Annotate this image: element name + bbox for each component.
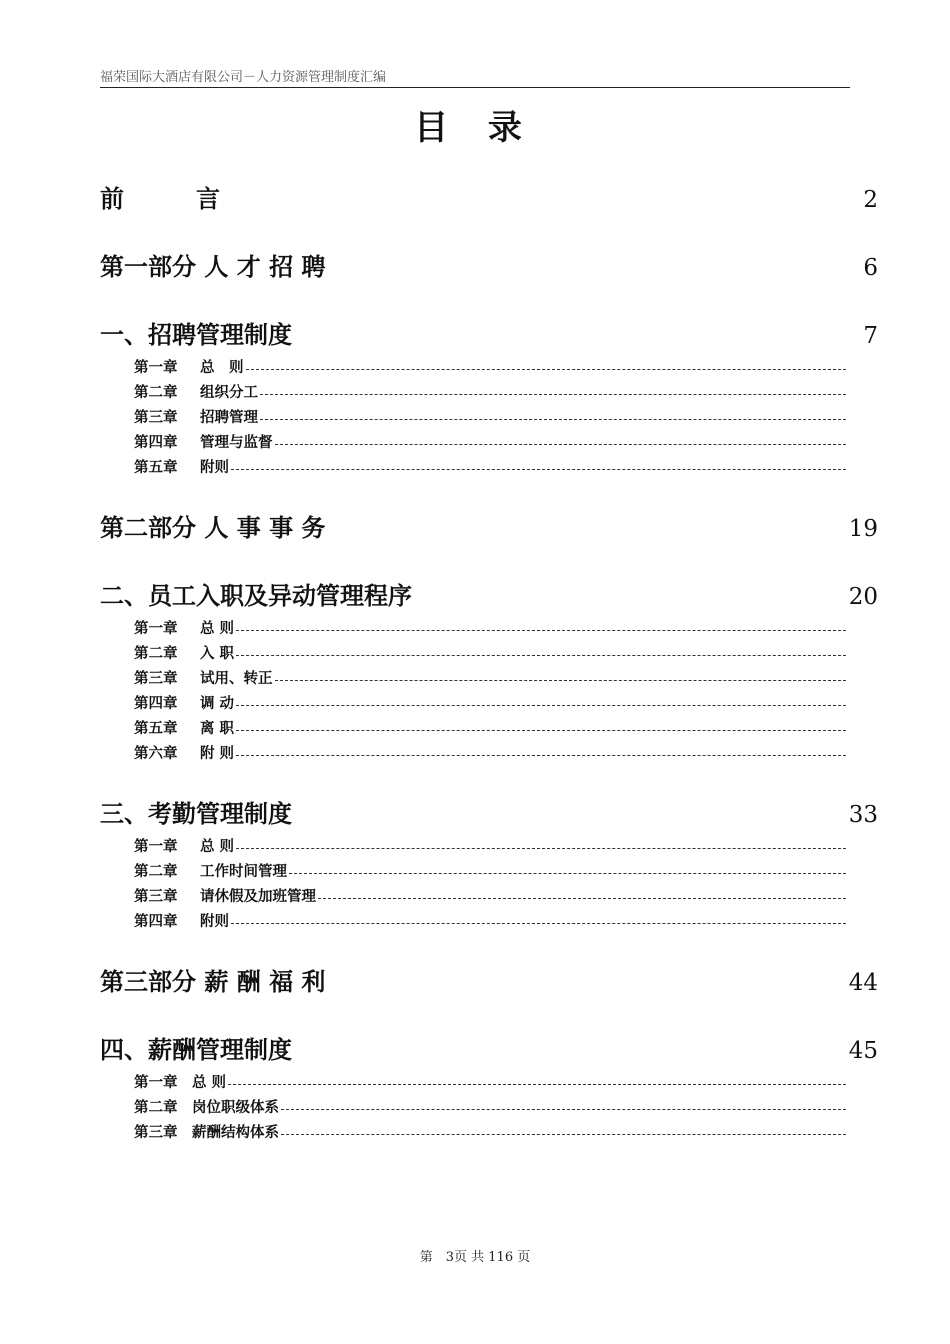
toc-section — [100, 507, 878, 549]
toc-chapter-title: 岗位职级体系 — [192, 1100, 279, 1116]
toc-chapter-number: 第二章 — [134, 385, 178, 401]
toc-section-row[interactable] — [100, 507, 878, 549]
toc-section-row[interactable] — [100, 1029, 878, 1071]
toc-section-page: 45 — [848, 1038, 878, 1064]
toc-section-title: 前 言 — [100, 185, 220, 213]
dotted-leader — [228, 1083, 846, 1085]
toc-chapter-title: 总 则 — [200, 621, 235, 637]
toc-chapter-row[interactable] — [134, 690, 846, 715]
running-header: 福荣国际大酒店有限公司－人力资源管理制度汇编 — [100, 66, 850, 88]
toc-chapter-row[interactable] — [134, 665, 846, 690]
toc-chapter-title: 附则 — [200, 914, 229, 930]
toc-section — [100, 314, 878, 479]
toc-section-row[interactable] — [100, 178, 878, 220]
dotted-leader — [275, 443, 847, 445]
toc-chapter-row[interactable] — [134, 354, 846, 379]
toc-chapter-number: 第一章 — [134, 621, 178, 637]
toc-chapter-list — [100, 1069, 878, 1144]
toc-chapter-title: 总 则 — [192, 1075, 227, 1091]
toc-chapter-number: 第四章 — [134, 914, 178, 930]
dotted-leader — [236, 847, 846, 849]
toc-section — [100, 961, 878, 1003]
toc-section-page: 6 — [863, 255, 878, 281]
toc-chapter-title: 试用、转正 — [200, 671, 273, 687]
dotted-leader — [236, 629, 846, 631]
toc-chapter-number: 第一章 — [134, 360, 178, 376]
dotted-leader — [275, 679, 847, 681]
dotted-leader — [318, 897, 846, 899]
toc-chapter-number: 第三章 — [134, 1125, 178, 1141]
toc-section-page: 2 — [863, 187, 878, 213]
toc-chapter-title: 总 则 — [200, 839, 235, 855]
toc-chapter-row[interactable] — [134, 908, 846, 933]
toc-section-title: 三、考勤管理制度 — [100, 800, 292, 828]
toc-chapter-row[interactable] — [134, 454, 846, 479]
toc-section-row[interactable] — [100, 246, 878, 288]
toc-chapter-title: 附 则 — [200, 746, 235, 762]
toc-chapter-row[interactable] — [134, 379, 846, 404]
toc-chapter-title: 离 职 — [200, 721, 235, 737]
toc-section-page: 44 — [848, 970, 878, 996]
toc-chapter-title: 招聘管理 — [200, 410, 258, 426]
toc-chapter-list — [100, 354, 878, 479]
toc-section — [100, 575, 878, 765]
toc-chapter-row[interactable] — [134, 858, 846, 883]
toc-section-title: 第二部分 人 事 事 务 — [100, 514, 326, 542]
toc-chapter-row[interactable] — [134, 715, 846, 740]
toc-chapter-number: 第三章 — [134, 671, 178, 687]
toc-section-title: 第一部分 人 才 招 聘 — [100, 253, 326, 281]
toc-section-page: 20 — [848, 584, 878, 610]
toc-section-row[interactable] — [100, 961, 878, 1003]
toc-chapter-row[interactable] — [134, 640, 846, 665]
toc-section-title: 一、招聘管理制度 — [100, 321, 292, 349]
toc-chapter-title: 组织分工 — [200, 385, 258, 401]
dotted-leader — [231, 922, 846, 924]
toc-section-title: 二、员工入职及异动管理程序 — [100, 582, 412, 610]
toc-chapter-number: 第六章 — [134, 746, 178, 762]
toc-chapter-row[interactable] — [134, 404, 846, 429]
toc-chapter-number: 第二章 — [134, 864, 178, 880]
toc-chapter-title: 管理与监督 — [200, 435, 273, 451]
toc-chapter-number: 第一章 — [134, 839, 178, 855]
toc-section — [100, 793, 878, 933]
toc-chapter-number: 第三章 — [134, 889, 178, 905]
toc-section-row[interactable] — [100, 793, 878, 835]
toc-chapter-row[interactable] — [134, 1069, 846, 1094]
toc-chapter-list — [100, 833, 878, 933]
table-of-contents — [100, 178, 878, 1172]
toc-chapter-list — [100, 615, 878, 765]
page-footer: 第 3页 共 116 页 — [419, 1250, 531, 1265]
toc-chapter-row[interactable] — [134, 740, 846, 765]
toc-chapter-title: 入 职 — [200, 646, 235, 662]
dotted-leader — [236, 704, 846, 706]
toc-chapter-title: 总 则 — [200, 360, 244, 376]
dotted-leader — [289, 872, 846, 874]
dotted-leader — [236, 729, 846, 731]
toc-section — [100, 246, 878, 288]
toc-section-page: 33 — [848, 802, 878, 828]
dotted-leader — [260, 393, 846, 395]
toc-chapter-title: 请休假及加班管理 — [200, 889, 316, 905]
toc-chapter-title: 工作时间管理 — [200, 864, 287, 880]
toc-section — [100, 178, 878, 220]
toc-chapter-number: 第二章 — [134, 1100, 178, 1116]
toc-chapter-row[interactable] — [134, 833, 846, 858]
toc-chapter-number: 第三章 — [134, 410, 178, 426]
toc-chapter-row[interactable] — [134, 1094, 846, 1119]
dotted-leader — [231, 468, 846, 470]
toc-chapter-row[interactable] — [134, 429, 846, 454]
toc-chapter-number: 第五章 — [134, 460, 178, 476]
dotted-leader — [236, 654, 846, 656]
toc-section-page: 19 — [848, 516, 878, 542]
toc-section-row[interactable] — [100, 575, 878, 617]
toc-chapter-row[interactable] — [134, 615, 846, 640]
toc-chapter-number: 第五章 — [134, 721, 178, 737]
dotted-leader — [246, 368, 847, 370]
toc-section-title: 四、薪酬管理制度 — [100, 1036, 292, 1064]
toc-chapter-row[interactable] — [134, 883, 846, 908]
toc-chapter-title: 附则 — [200, 460, 229, 476]
toc-chapter-number: 第四章 — [134, 696, 178, 712]
dotted-leader — [236, 754, 846, 756]
toc-chapter-title: 调 动 — [200, 696, 235, 712]
dotted-leader — [281, 1133, 846, 1135]
toc-chapter-number: 第四章 — [134, 435, 178, 451]
toc-section-row[interactable] — [100, 314, 878, 356]
toc-section-page: 7 — [863, 323, 878, 349]
toc-section — [100, 1029, 878, 1144]
toc-section-title: 第三部分 薪 酬 福 利 — [100, 968, 326, 996]
toc-chapter-row[interactable] — [134, 1119, 846, 1144]
toc-chapter-number: 第一章 — [134, 1075, 178, 1091]
dotted-leader — [260, 418, 846, 420]
page-title: 目 录 — [414, 108, 536, 148]
toc-chapter-number: 第二章 — [134, 646, 178, 662]
toc-chapter-title: 薪酬结构体系 — [192, 1125, 279, 1141]
dotted-leader — [281, 1108, 846, 1110]
